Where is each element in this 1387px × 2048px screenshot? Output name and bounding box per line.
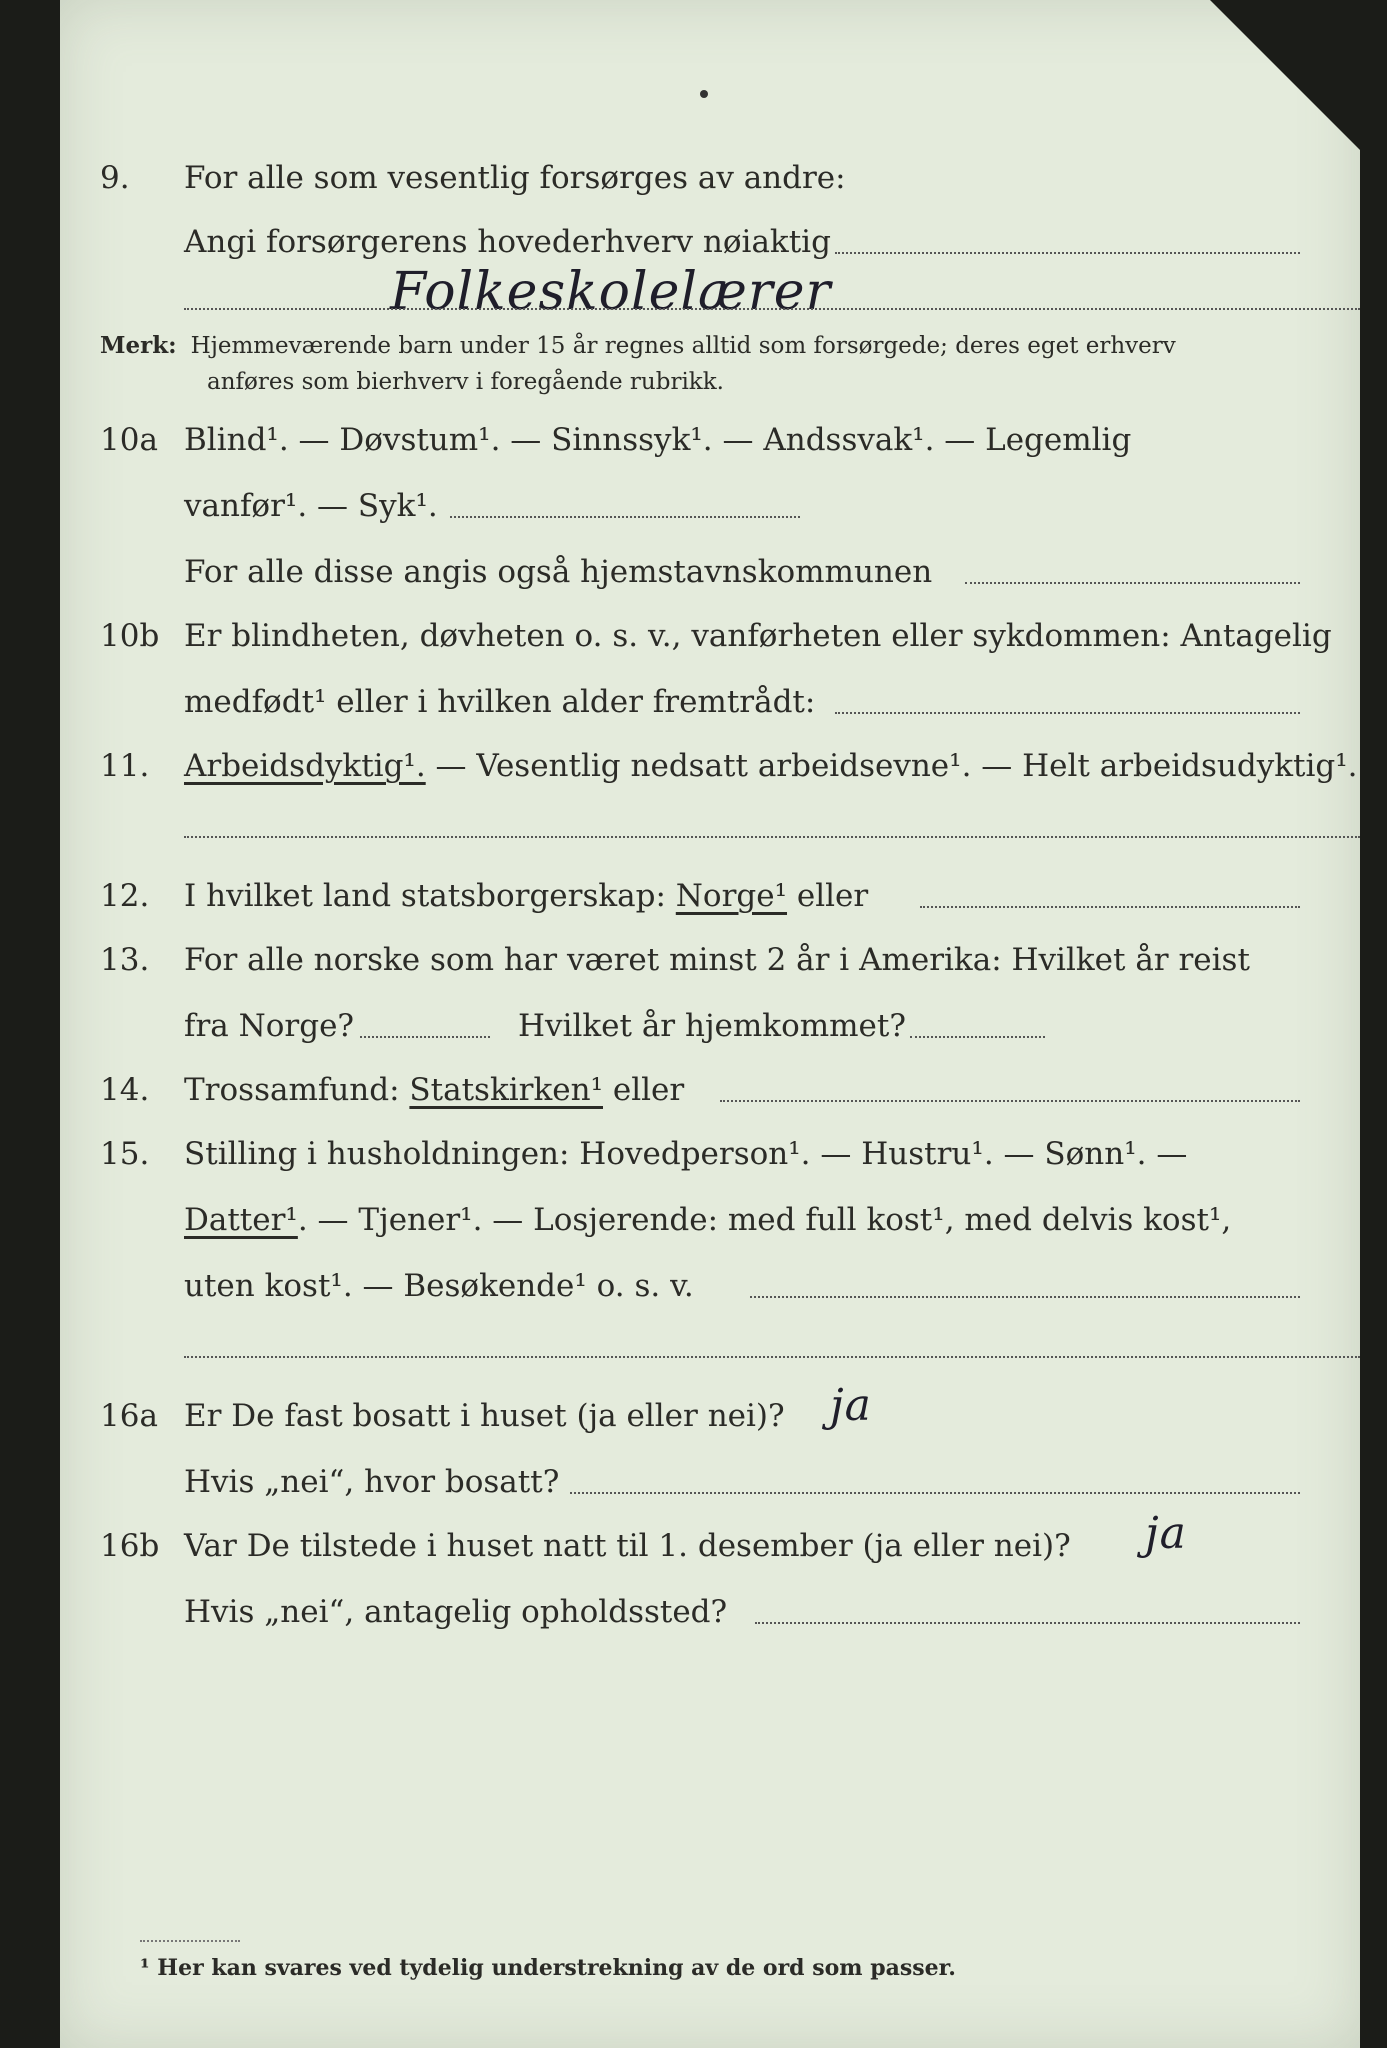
question-text: eller — [603, 1072, 685, 1108]
question-text: Blind¹. — Døvstum¹. — Sinnssyk¹. — Andssvak¹. — Legemlig — [184, 422, 1132, 458]
question-text: uten kost¹. — Besøkende¹ o. s. v. — [184, 1268, 694, 1304]
question-text: Er blindheten, døvheten o. s. v., vanførheten eller sykdommen: Antagelig — [184, 618, 1332, 654]
question-text: I hvilket land statsborgerskap: — [184, 878, 676, 914]
answer-line[interactable] — [450, 516, 800, 518]
question-text: vanfør¹. — Syk¹. — [184, 488, 438, 524]
question-text: — Vesentlig nedsatt arbeidsevne¹. — Helt arbeidsudyktig¹. — [425, 748, 1358, 784]
answer-line[interactable] — [965, 582, 1300, 584]
question-number: 14. — [100, 1072, 150, 1108]
note-label: Merk: — [100, 332, 177, 359]
answer-line[interactable] — [835, 712, 1300, 714]
handwritten-answer-occupation: Folkeskolelærer — [390, 262, 832, 322]
answer-line[interactable] — [570, 1492, 1300, 1494]
underlined-answer[interactable]: Datter¹ — [184, 1202, 298, 1238]
underlined-answer[interactable]: Statskirken¹ — [409, 1072, 603, 1108]
answer-line[interactable] — [755, 1622, 1300, 1624]
handwritten-answer-ja: ja — [830, 1380, 872, 1431]
question-text: For alle norske som har været minst 2 år i Amerika: Hvilket år reist — [184, 942, 1250, 978]
question-number: 15. — [100, 1136, 150, 1172]
footnote-rule — [140, 1940, 240, 1942]
question-text: Hvilket år hjemkommet? — [518, 1008, 906, 1044]
census-form-page — [60, 0, 1360, 2048]
question-number: 10b — [100, 618, 160, 654]
handwritten-answer-ja: ja — [1145, 1508, 1187, 1559]
question-text: Stilling i husholdningen: Hovedperson¹. — Hustru¹. — Sønn¹. — — [184, 1136, 1188, 1172]
answer-line[interactable] — [750, 1296, 1300, 1298]
answer-line[interactable] — [184, 836, 1360, 838]
question-text: eller — [787, 878, 869, 914]
question-number: 13. — [100, 942, 150, 978]
underlined-answer[interactable]: Arbeidsdyktig¹. — [184, 748, 426, 784]
question-text: For alle disse angis også hjemstavnskommunen — [184, 554, 933, 590]
underlined-answer[interactable]: Norge¹ — [675, 878, 788, 914]
footnote: ¹ Her kan svares ved tydelig understrekning av de ord som passer. — [140, 1955, 956, 1981]
ink-dot — [700, 90, 708, 98]
answer-line[interactable] — [720, 1100, 1300, 1102]
question-number: 16a — [100, 1398, 158, 1434]
question-text: . — Tjener¹. — Losjerende: med full kost¹, med delvis kost¹, — [297, 1202, 1232, 1238]
answer-line[interactable] — [920, 906, 1300, 908]
note-line2: anføres som bierhverv i foregående rubrikk. — [207, 369, 724, 395]
answer-line[interactable] — [835, 252, 1300, 254]
answer-line[interactable] — [184, 1356, 1360, 1358]
question-text: Hvis „nei“, antagelig opholdssted? — [184, 1594, 728, 1630]
question-text: fra Norge? — [184, 1008, 355, 1044]
answer-line[interactable] — [910, 1036, 1045, 1038]
question-number: 11. — [100, 748, 150, 784]
folded-corner — [1210, 0, 1360, 150]
note-text: Hjemmeværende barn under 15 år regnes alltid som forsørgede; deres eget erhverv — [190, 333, 1176, 359]
question-text: Angi forsørgerens hovederhverv nøiaktig — [184, 224, 831, 260]
answer-line[interactable] — [360, 1036, 490, 1038]
question-text: Er De fast bosatt i huset (ja eller nei)? — [184, 1398, 785, 1434]
question-text: medfødt¹ eller i hvilken alder fremtrådt: — [184, 684, 816, 720]
answer-line[interactable] — [184, 308, 1360, 310]
question-number: 12. — [100, 878, 150, 914]
note-line1 — [100, 330, 1176, 362]
question-text: Trossamfund: — [184, 1072, 410, 1108]
question-text: Var De tilstede i huset natt til 1. desember (ja eller nei)? — [184, 1528, 1071, 1564]
question-text: Hvis „nei“, hvor bosatt? — [184, 1464, 560, 1500]
question-text: For alle som vesentlig forsørges av andre: — [184, 160, 846, 196]
question-number: 9. — [100, 160, 130, 196]
question-number: 10a — [100, 422, 158, 458]
question-number: 16b — [100, 1528, 160, 1564]
